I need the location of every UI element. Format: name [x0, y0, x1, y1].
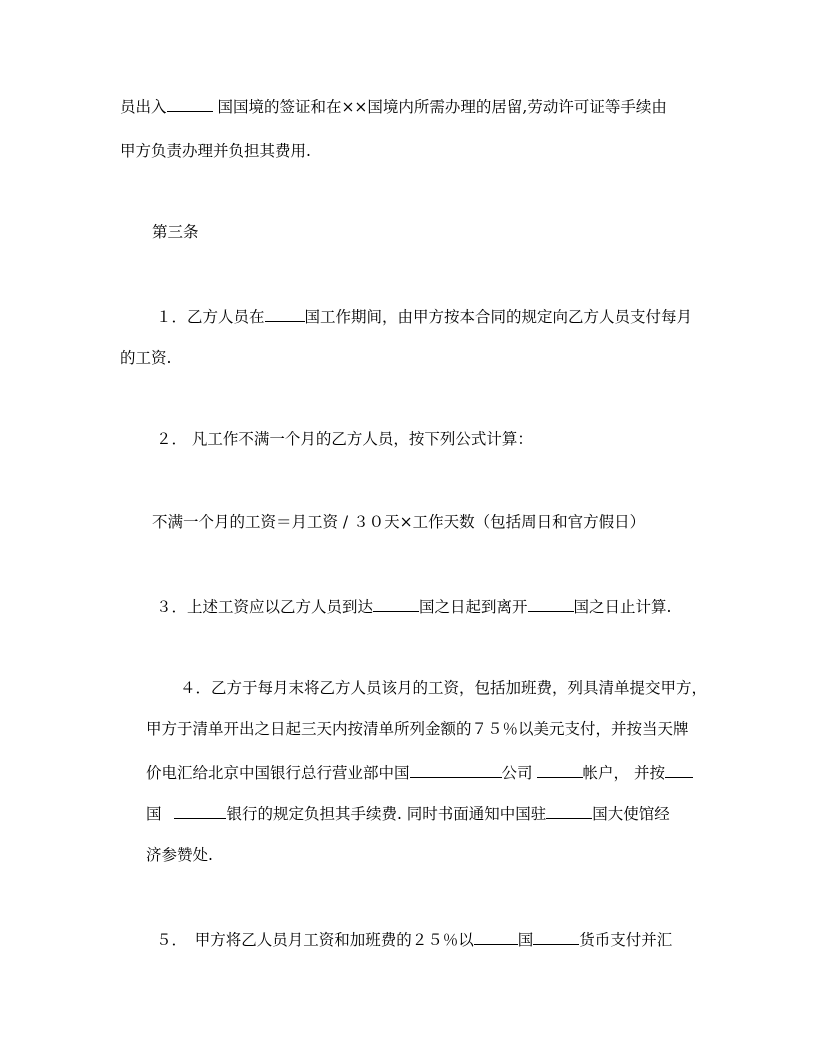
- fill-in-blank: [373, 596, 419, 612]
- item-4-line-2: 甲方于清单开出之日起三天内按清单所列金额的７５％以美元支付，并按当天牌: [146, 720, 689, 738]
- text-segment: ５． 甲方将乙人员月工资和加班费的２５％以: [156, 931, 474, 949]
- paragraph-line-1: [120, 96, 667, 117]
- text-segment: 国大使馆经: [592, 805, 670, 823]
- fill-in-blank: [533, 929, 579, 945]
- text-segment: 国: [517, 931, 534, 949]
- text-segment: 价电汇给北京中国银行总行营业部中国: [146, 764, 410, 782]
- text-segment: 帐户， 并按: [582, 764, 665, 782]
- salary-formula: 不满一个月的工资＝月工资 / ３０天×工作天数（包括周日和官方假日）: [152, 513, 646, 531]
- text-segment: １．乙方人员在: [156, 308, 265, 326]
- fill-in-blank: [167, 96, 213, 112]
- text-segment: 货币支付并汇: [579, 931, 673, 949]
- fill-in-blank: [546, 803, 592, 819]
- text-segment: 银行的规定负担其手续费. 同时书面通知中国驻: [226, 805, 547, 823]
- fill-in-blank: [410, 762, 502, 778]
- fill-in-blank: [474, 929, 518, 945]
- item-4-line-1: ４．乙方于每月末将乙方人员该月的工资，包括加班费，列具清单提交甲方，: [180, 679, 708, 697]
- article-heading: 第三条: [152, 223, 199, 241]
- text-segment: 国国境的签证和在××国境内所需办理的居留,劳动许可证等手续由: [212, 98, 667, 116]
- text-segment: 国之日止计算.: [573, 598, 672, 616]
- text-segment: 国工作期间，由甲方按本合同的规定向乙方人员支付每月: [304, 308, 693, 326]
- fill-in-blank: [528, 596, 574, 612]
- text-segment: 公司: [501, 764, 533, 782]
- fill-in-blank: [174, 803, 226, 819]
- text-segment: 国之日起到离开: [419, 598, 528, 616]
- text-segment: 员出入: [120, 98, 167, 116]
- text-segment: ３．上述工资应以乙方人员到达: [156, 598, 374, 616]
- fill-in-blank: [537, 762, 583, 778]
- fill-in-blank: [665, 762, 693, 778]
- item-3: [156, 596, 671, 617]
- item-4-line-4: [146, 803, 670, 824]
- item-1-line-2: 的工资.: [120, 349, 172, 367]
- item-5: [156, 929, 672, 950]
- item-1-line-1: [156, 306, 692, 327]
- item-2: ２． 凡工作不满一个月的乙方人员，按下列公式计算：: [156, 430, 533, 448]
- item-4-line-3: [146, 762, 693, 783]
- fill-in-blank: [265, 306, 305, 322]
- item-4-line-5: 济参赞处.: [146, 846, 213, 864]
- text-segment: 国: [146, 805, 167, 823]
- paragraph-line-2: 甲方负责办理并负担其费用.: [120, 142, 311, 160]
